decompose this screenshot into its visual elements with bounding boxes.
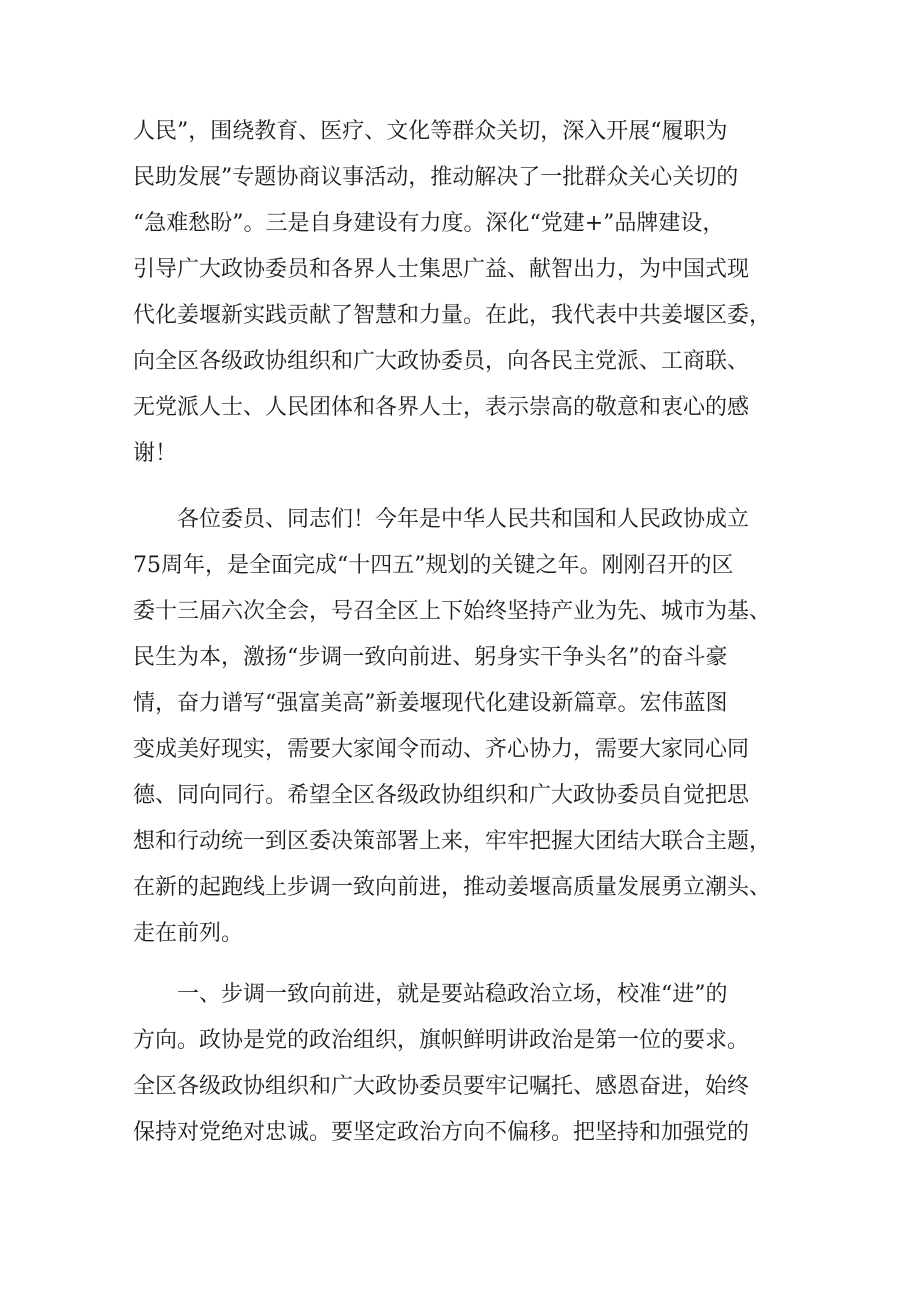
- text-line-5: 代化姜堰新实践贡献了智慧和力量。在此，我代表中共姜堰区委，: [133, 303, 772, 328]
- text-line-12: 民生为本，激扬“步调一致向前进、躬身实干争头名”的奋斗豪: [133, 645, 728, 670]
- text-line-19: 一、步调一致向前进，就是要站稳政治立场，校准“进”的: [177, 982, 728, 1007]
- text-line-3: “急难愁盼”。三是自身建设有力度。深化“党建+”品牌建设，: [133, 211, 725, 236]
- text-line-7: 无党派人士、人民团体和各界人士，表示崇高的敬意和衷心的感: [133, 395, 750, 420]
- text-line-16: 想和行动统一到区委决策部署上来，牢牢把握大团结大联合主题，: [133, 829, 772, 854]
- text-line-9: 各位委员、同志们！今年是中华人民共和国和人民政协成立: [177, 507, 750, 532]
- text-line-11: 委十三届六次全会，号召全区上下始终坚持产业为先、城市为基、: [133, 599, 772, 624]
- text-line-2: 民助发展”专题协商议事活动，推动解决了一批群众关心关切的: [133, 165, 739, 190]
- text-line-13: 情，奋力谱写“强富美高”新姜堰现代化建设新篇章。宏伟蓝图: [133, 691, 728, 716]
- text-line-8: 谢！: [133, 441, 178, 466]
- text-line-14: 变成美好现实，需要大家闻令而动、齐心协力，需要大家同心同: [133, 737, 750, 762]
- text-line-10: 75周年，是全面完成“十四五”规划的关键之年。刚刚召开的区: [133, 553, 734, 578]
- text-line-18: 走在前列。: [133, 921, 244, 946]
- text-line-22: 保持对党绝对忠诚。要坚定政治方向不偏移。把坚持和加强党的: [133, 1120, 750, 1145]
- text-line-1: 人民”，围绕教育、医疗、文化等群众关切，深入开展“履职为: [133, 119, 728, 144]
- text-line-15: 德、同向同行。希望全区各级政协组织和广大政协委员自觉把思: [133, 783, 750, 808]
- text-line-6: 向全区各级政协组织和广大政协委员，向各民主党派、工商联、: [133, 349, 750, 374]
- text-line-17: 在新的起跑线上步调一致向前进，推动姜堰高质量发展勇立潮头、: [133, 875, 772, 900]
- text-line-4: 引导广大政协委员和各界人士集思广益、献智出力，为中国式现: [133, 257, 750, 282]
- text-line-20: 方向。政协是党的政治组织，旗帜鲜明讲政治是第一位的要求。: [133, 1028, 750, 1053]
- text-line-21: 全区各级政协组织和广大政协委员要牢记嘱托、感恩奋进，始终: [133, 1074, 750, 1099]
